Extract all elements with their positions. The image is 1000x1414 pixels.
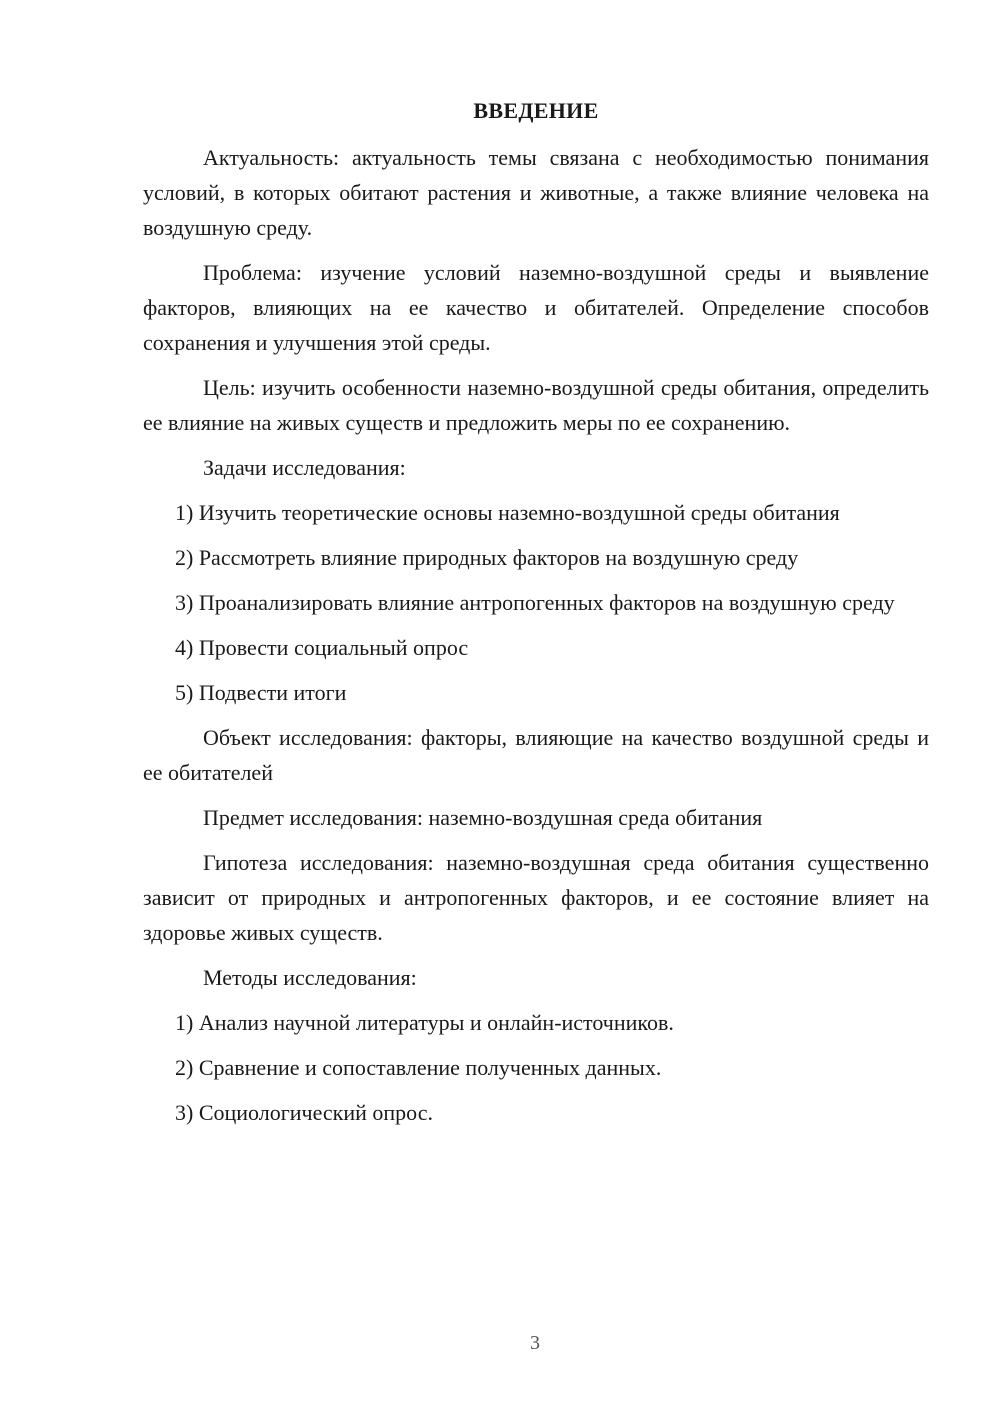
problem-paragraph: Проблема: изучение условий наземно-воздушной среды и выявление факторов, влияющих на ее качество и обитателей. Определение способов сохранения и улучшения этой среды. bbox=[143, 260, 929, 355]
page-number: 3 bbox=[530, 1332, 540, 1354]
task-item-4: 4) Провести социальный опрос bbox=[175, 635, 469, 660]
document-page bbox=[143, 96, 929, 1140]
object-paragraph: Объект исследования: факторы, влияющие на качество воздушной среды и ее обитателей bbox=[143, 725, 929, 785]
tasks-title: Задачи исследования: bbox=[203, 455, 406, 480]
page-title: ВВЕДЕНИЕ bbox=[473, 98, 599, 123]
task-item-3: 3) Проанализировать влияние антропогенных факторов на воздушную среду bbox=[175, 590, 895, 615]
method-item-1: 1) Анализ научной литературы и онлайн-источников. bbox=[175, 1010, 674, 1035]
task-item-5: 5) Подвести итоги bbox=[175, 680, 347, 705]
method-item-2: 2) Сравнение и сопоставление полученных данных. bbox=[175, 1055, 662, 1080]
methods-title: Методы исследования: bbox=[203, 965, 417, 990]
actuality-paragraph: Актуальность: актуальность темы связана с необходимостью понимания условий, в которых обитают растения и животные, а также влияние человека на воздушную среду. bbox=[143, 145, 929, 240]
subject-paragraph: Предмет исследования: наземно-воздушная среда обитания bbox=[203, 805, 763, 830]
hypothesis-paragraph: Гипотеза исследования: наземно-воздушная среда обитания существенно зависит от природных и антропогенных факторов, и ее состояние влияет на здоровье живых существ. bbox=[143, 850, 929, 945]
method-item-3: 3) Социологический опрос. bbox=[175, 1100, 433, 1125]
task-item-2: 2) Рассмотреть влияние природных факторов на воздушную среду bbox=[175, 545, 799, 570]
goal-paragraph: Цель: изучить особенности наземно-воздушной среды обитания, определить ее влияние на живых существ и предложить меры по ее сохранению. bbox=[143, 375, 929, 435]
task-item-1: 1) Изучить теоретические основы наземно-воздушной среды обитания bbox=[175, 500, 840, 525]
